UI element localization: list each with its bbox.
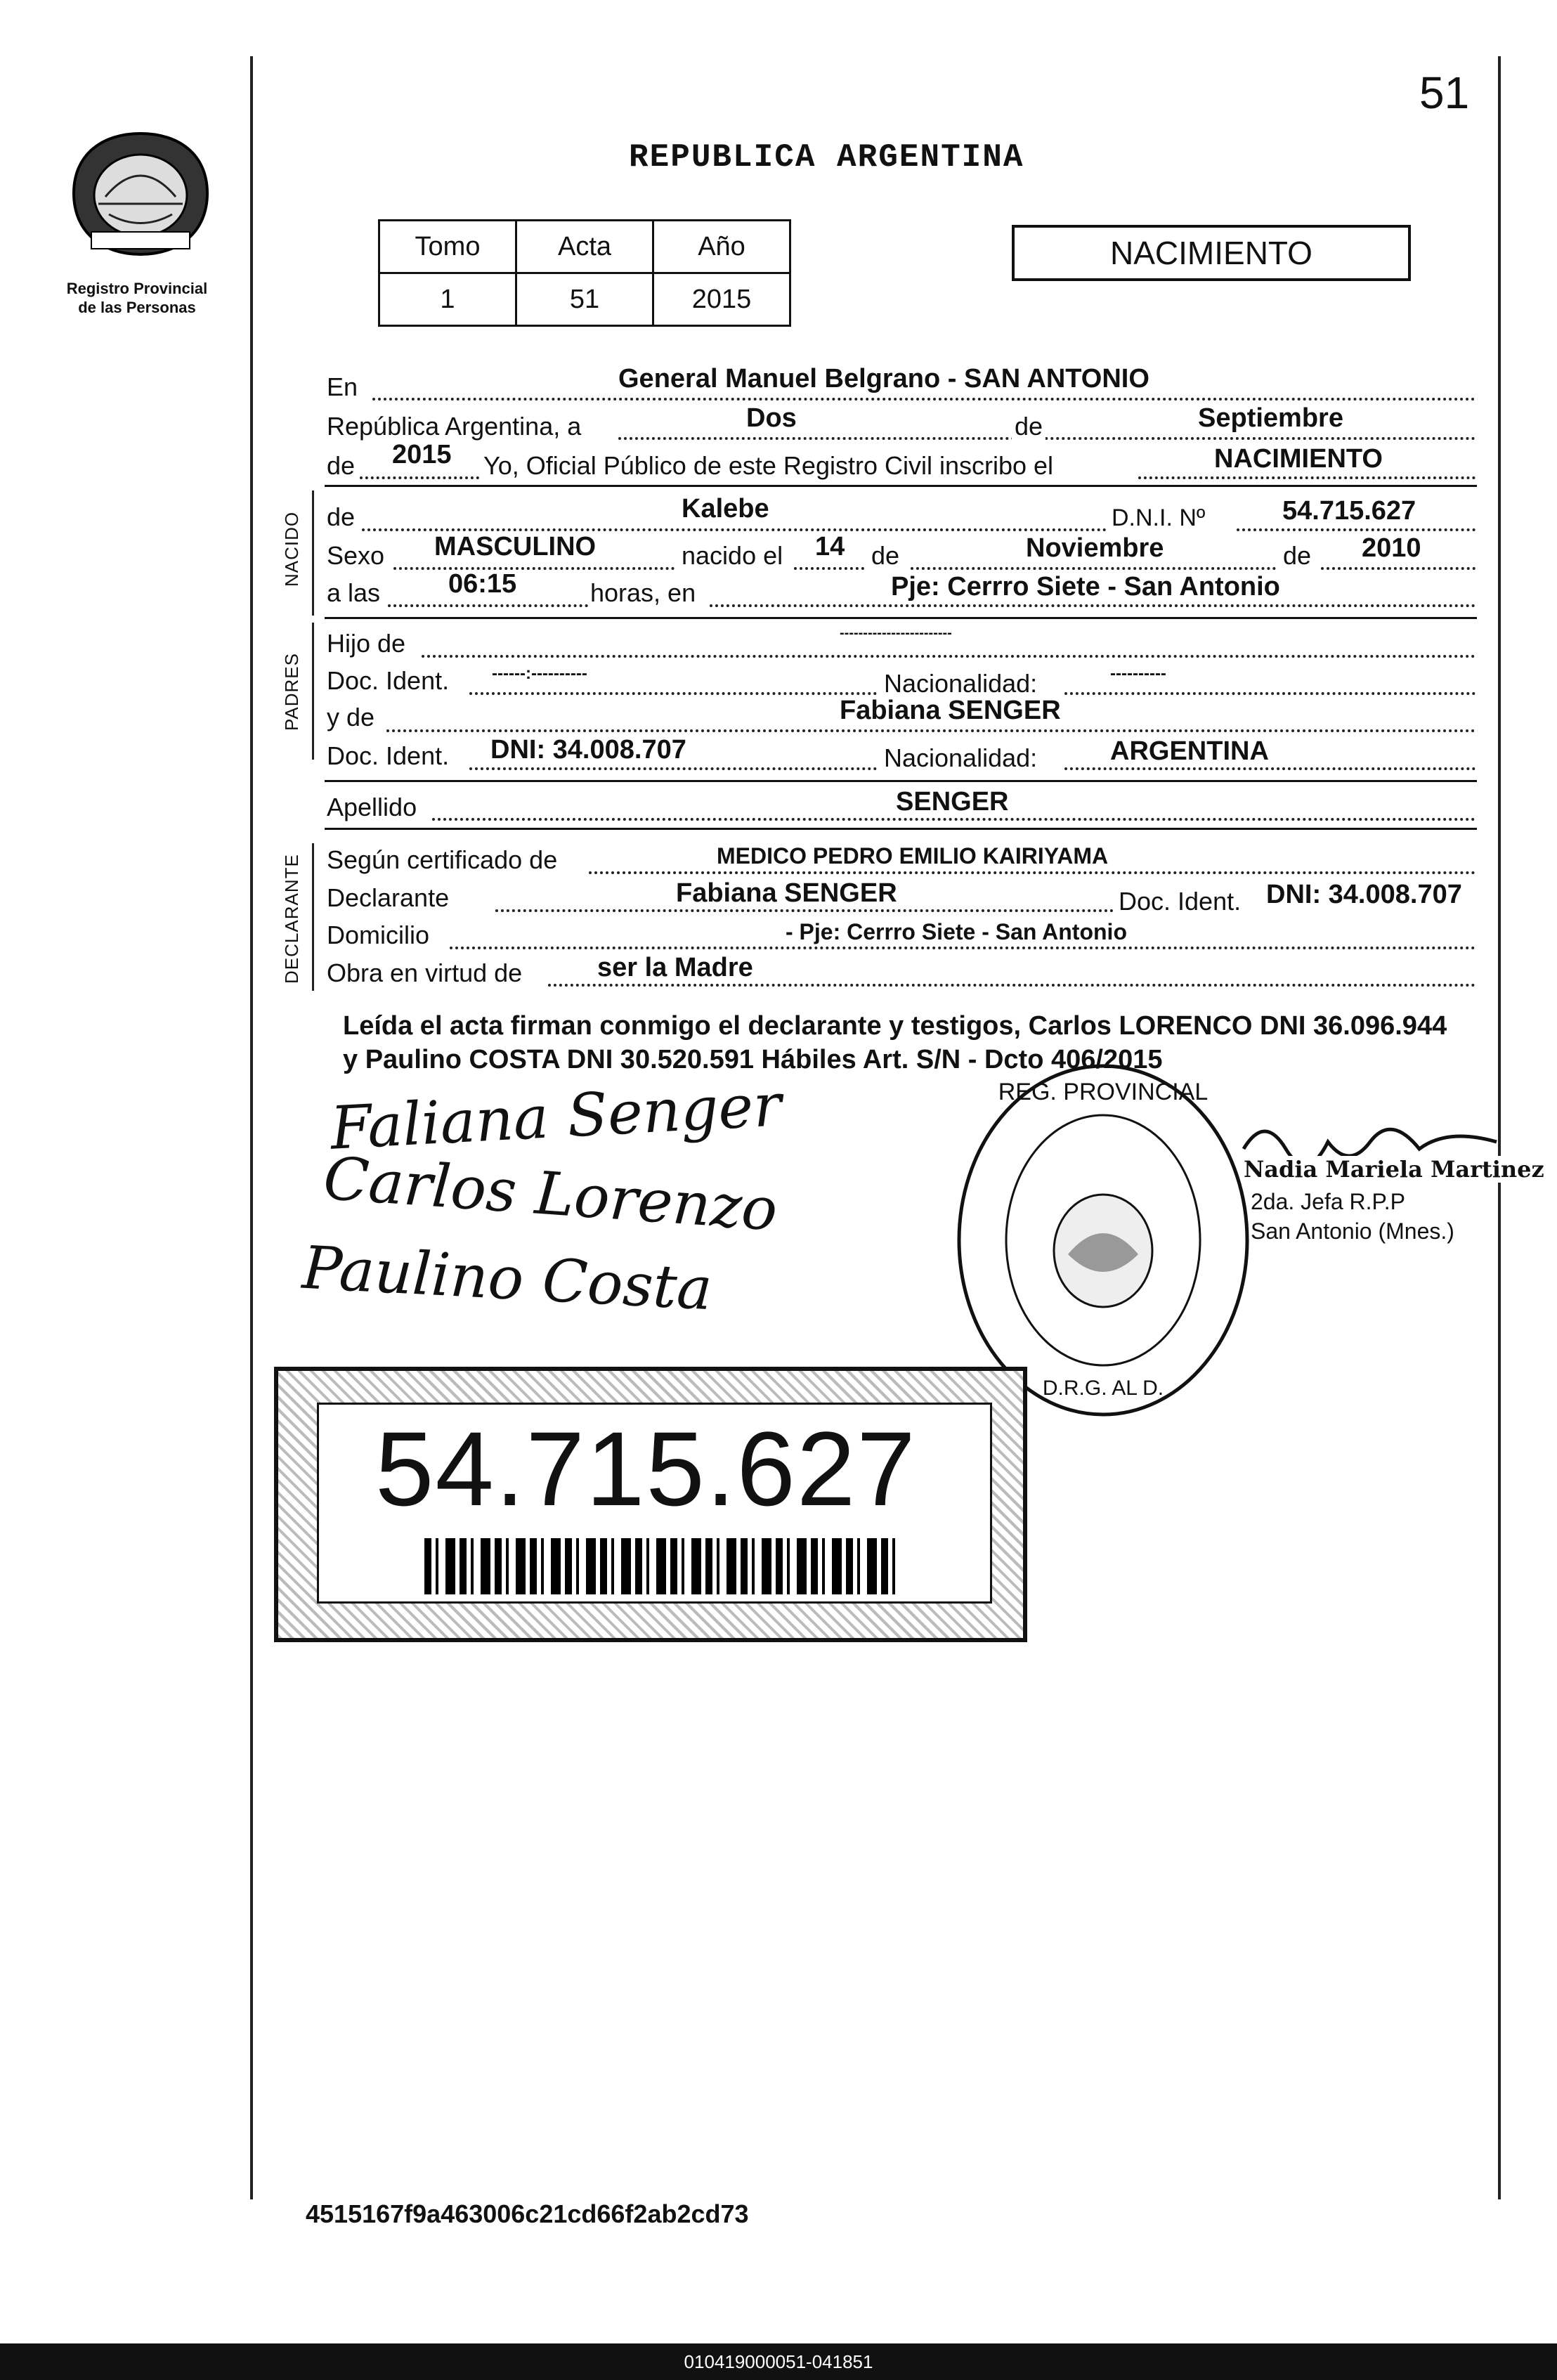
nacido-de-label: de [327,502,356,531]
header-tomo: Tomo [379,221,516,273]
page-number: 51 [1419,67,1470,118]
svg-text:REG. PROVINCIAL: REG. PROVINCIAL [998,1079,1209,1105]
hora-value: 06:15 [448,569,517,599]
de-label: de [1012,412,1045,441]
signature-testigo-2: Paulino Costa [300,1233,714,1324]
declarante-doc-value: DNI: 34.008.707 [1266,880,1462,909]
document-hash: 4515167f9a463006c21cd66f2ab2cd73 [306,2199,749,2228]
anio-value: 2015 [392,440,452,469]
official-place: San Antonio (Mnes.) [1251,1218,1454,1244]
dia-value: Dos [746,403,797,433]
barcode [424,1538,902,1594]
obra-value: ser la Madre [597,953,753,982]
signature-testigo-1: Carlos Lorenzo [321,1143,780,1244]
nacido-de-label-2: de [871,541,900,570]
nacido-el-label: nacido el [682,541,783,570]
dni-label: D.N.I. Nº [1112,505,1206,531]
a-las-label: a las [327,578,381,607]
section-declarante: DECLARANTE [281,854,302,984]
footer-code: 010419000051-041851 [0,2343,1557,2380]
madre-value: Fabiana SENGER [840,696,1061,725]
svg-text:D.R.G. AL D.: D.R.G. AL D. [1042,1377,1164,1400]
value-tomo: 1 [379,273,516,326]
header-acta: Acta [516,221,653,273]
republica-label: República Argentina, a [327,412,582,441]
certificado-value: MEDICO PEDRO EMILIO KAIRIYAMA [717,843,1109,869]
dni-value: 54.715.627 [1282,496,1416,526]
value-anio: 2015 [653,273,790,326]
left-margin-line [250,56,253,2199]
sexo-label: Sexo [327,541,385,570]
padre-doc-value: ------:---------- [492,664,587,683]
dni-sticker [274,1367,1027,1642]
mes-value: Septiembre [1198,403,1343,433]
lugar-value: Pje: Cerrro Siete - San Antonio [891,572,1280,601]
closing-text: Leída el acta firman conmigo el declarante y testigos, Carlos LORENCO DNI 36.096.944 y Paulino COSTA DNI 30.520.591 Hábiles Art. S/N - Dcto 406/2015 [343,1011,1447,1074]
inscribo-text: Yo, Oficial Público de este Registro Civil inscribo el [483,451,1054,480]
nacido-de-label-3: de [1283,541,1312,570]
doc-type-box: NACIMIENTO [1012,225,1411,281]
hijo-de-label: Hijo de [327,629,406,658]
value-acta: 51 [516,273,653,326]
anio-prefix: de [327,451,356,480]
declarante-value: Fabiana SENGER [676,878,897,908]
obra-label: Obra en virtud de [327,958,523,987]
madre-doc-value: DNI: 34.008.707 [490,735,686,765]
domicilio-value: - Pje: Cerrro Siete - San Antonio [786,919,1127,944]
registry-table [378,219,791,327]
nombre-value: Kalebe [682,494,769,524]
official-role: 2da. Jefa R.P.P [1251,1189,1405,1214]
sticker-number: 54.715.627 [375,1410,917,1528]
apellido-value: SENGER [896,787,1009,817]
madre-doc-label: Doc. Ident. [327,741,450,770]
inscribo-value: NACIMIENTO [1214,444,1383,474]
province-logo [67,126,214,260]
madre-nac-value: ARGENTINA [1110,736,1269,766]
padre-nac-value: ---------- [1110,664,1166,683]
declarante-doc-label: Doc. Ident. [1119,887,1242,916]
apellido-label: Apellido [327,793,417,821]
en-value: General Manuel Belgrano - SAN ANTONIO [618,364,1149,394]
madre-nacionalidad-label: Nacionalidad: [884,743,1038,772]
nacido-mes-value: Noviembre [1026,533,1164,563]
page-title: REPUBLICA ARGENTINA [629,139,1024,176]
nacido-anio-value: 2010 [1362,533,1421,563]
section-padres: PADRES [281,653,302,731]
section-nacido: NACIDO [281,511,302,587]
registry-line-1: Registro Provincial [66,280,208,297]
nacido-dia-value: 14 [815,532,845,561]
registry-line-2: de las Personas [78,299,196,316]
y-de-label: y de [327,703,375,731]
padre-doc-label: Doc. Ident. [327,666,450,695]
en-label: En [327,372,358,401]
certificado-label: Según certificado de [327,845,558,874]
horas-en-label: horas, en [590,578,696,607]
domicilio-label: Domicilio [327,921,430,949]
sexo-value: MASCULINO [434,532,597,561]
padre-nacionalidad-label: Nacionalidad: [884,669,1038,698]
header-anio: Año [653,221,790,273]
padre-value: ------------------------ [840,625,952,641]
official-name: Nadia Mariela Martinez [1244,1156,1544,1183]
signature-declarante: Faliana Senger [328,1070,783,1163]
declarante-label: Declarante [327,883,450,912]
